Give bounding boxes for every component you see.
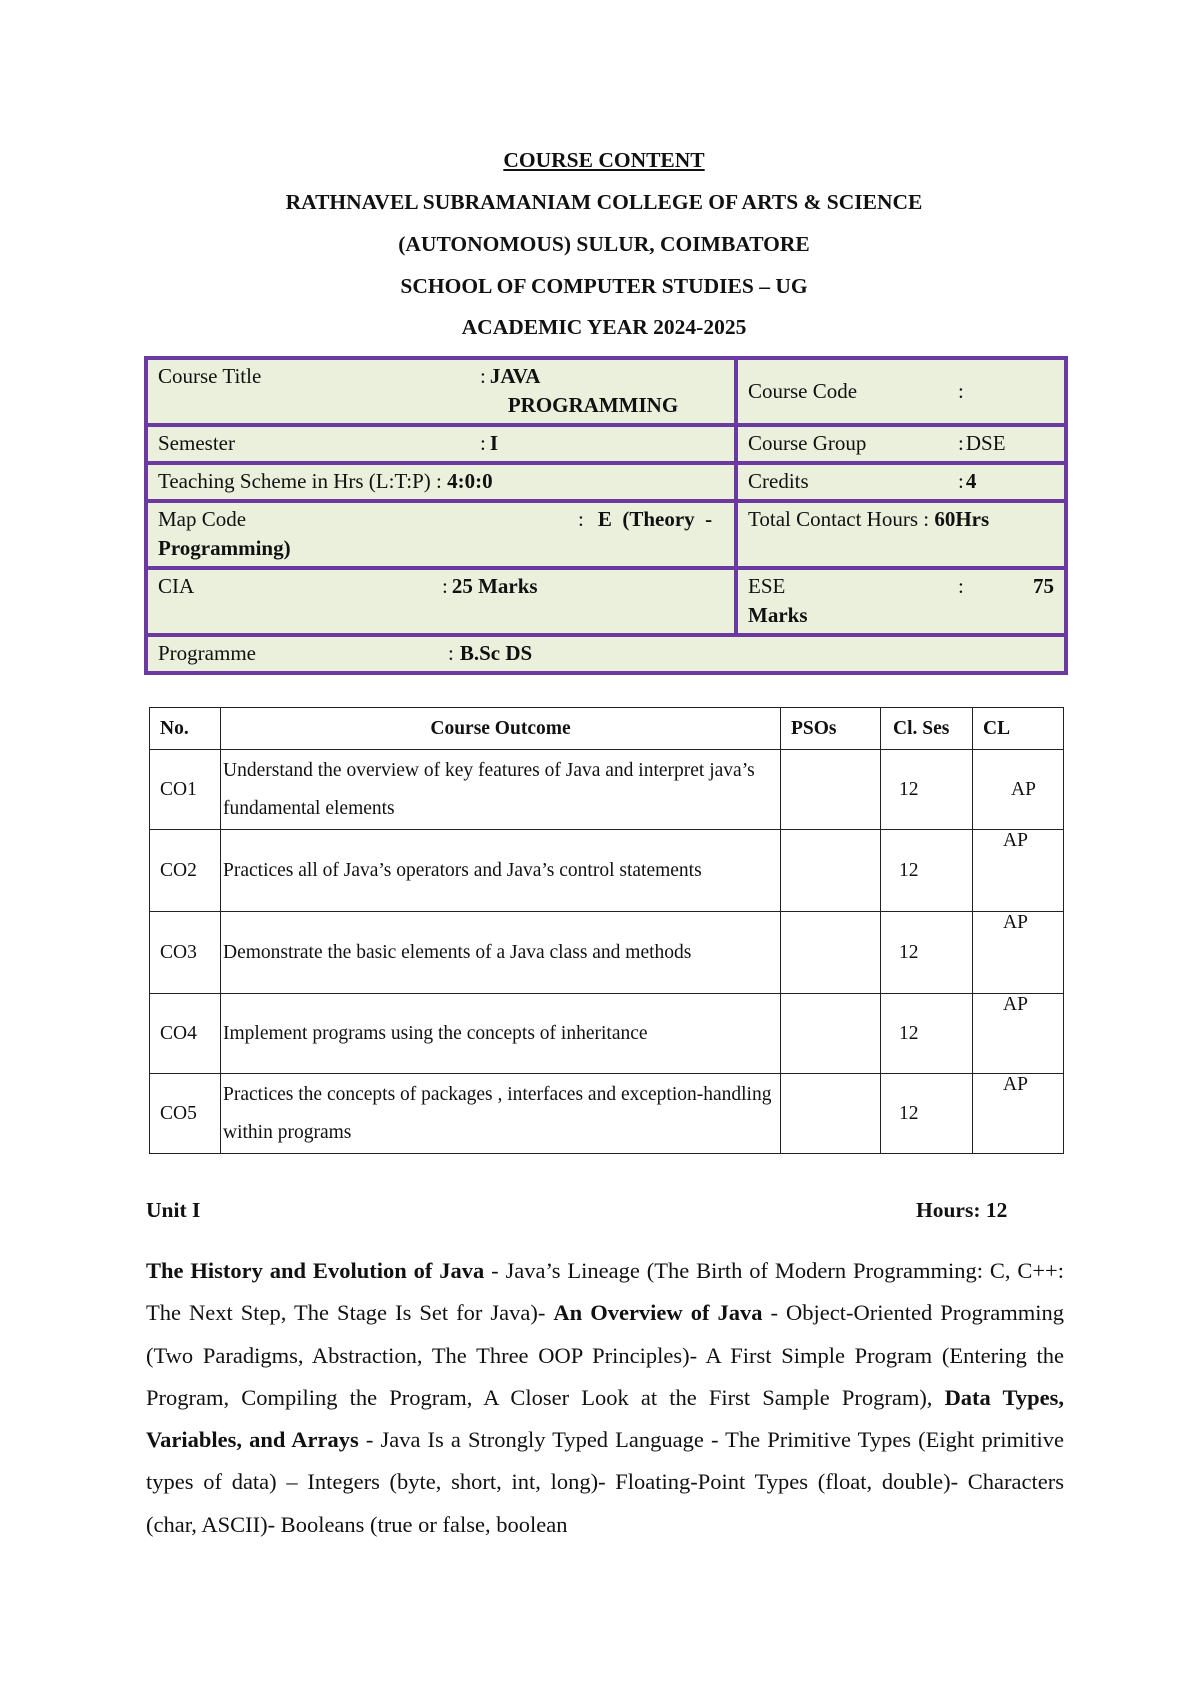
co-sessions: 12 xyxy=(881,830,973,912)
topic-history-detail: - Java’s Lineage (The Birth of Modern Programming: C, C++: The Next Step, The Stage Is Set for Java)- xyxy=(146,1258,1064,1326)
co-sessions: 12 xyxy=(881,1074,973,1154)
course-code-cell xyxy=(736,358,1066,425)
school-name: SCHOOL OF COMPUTER STUDIES – UG xyxy=(400,274,808,298)
header-no: No. xyxy=(150,708,221,750)
ese-value-2: Marks xyxy=(748,603,808,627)
topic-data-types: Data Types, Variables, and Arrays xyxy=(146,1384,1064,1453)
course-title-label: Course Title xyxy=(158,364,262,388)
map-code-cell xyxy=(146,501,736,568)
teaching-scheme-cell xyxy=(146,463,736,501)
colon: : xyxy=(578,507,584,531)
ese-value: 75 xyxy=(1033,574,1054,598)
co-psos xyxy=(781,1074,881,1154)
topic-overview: An Overview of Java xyxy=(553,1300,763,1326)
co-level: AP xyxy=(973,750,1064,830)
programme-cell xyxy=(146,635,1066,673)
course-code-label: Course Code xyxy=(748,378,858,403)
cia-label: CIA xyxy=(158,574,195,598)
co-psos xyxy=(781,994,881,1074)
college-location: (AUTONOMOUS) SULUR, COIMBATORE xyxy=(398,232,810,256)
unit-hours: Hours: 12 xyxy=(916,1198,1008,1222)
credits-cell xyxy=(736,463,1066,501)
colon: : xyxy=(958,469,964,493)
ese-label: ESE xyxy=(748,574,786,598)
colon: : xyxy=(958,378,964,403)
credits-value: 4 xyxy=(965,469,977,493)
co-sessions: 12 xyxy=(881,912,973,994)
contact-hours-value: 60Hrs xyxy=(934,507,990,531)
header-course-outcome: Course Outcome xyxy=(221,708,781,750)
course-title-value: JAVA xyxy=(489,364,541,388)
semester-label: Semester xyxy=(158,431,235,455)
programme-value: B.Sc DS xyxy=(459,641,533,665)
colon: : xyxy=(480,431,486,455)
header-psos: PSOs xyxy=(781,708,881,750)
course-info-table xyxy=(144,356,1068,675)
co-level: AP xyxy=(973,830,1064,912)
credits-label: Credits xyxy=(748,469,809,493)
contact-hours-label: Total Contact Hours xyxy=(748,507,918,531)
topic-data-types-detail: - Java Is a Strongly Typed Language - The Primitive Types (Eight primitive types of data) – Integers (byte, short, int, long)- Floating-Point Types (float, double)- Characters (char, ASCII)- Booleans (true or false, boolean xyxy=(146,1427,1064,1537)
page-title: COURSE CONTENT xyxy=(503,148,705,172)
header-cl: CL xyxy=(973,708,1064,750)
co-sessions: 12 xyxy=(881,994,973,1074)
co-level: AP xyxy=(973,1074,1064,1154)
co-description: Practices all of Java’s operators and Java’s control statements xyxy=(221,830,781,912)
semester-cell xyxy=(146,425,736,463)
course-group-value: DSE xyxy=(965,431,1006,455)
co-description: Implement programs using the concepts of inheritance xyxy=(221,994,781,1074)
co-description: Understand the overview of key features of Java and interpret java’s fundamental elements xyxy=(221,750,781,830)
table-row xyxy=(150,1074,1064,1154)
co-number: CO4 xyxy=(150,994,221,1074)
co-psos xyxy=(781,912,881,994)
programme-label: Programme xyxy=(158,641,256,665)
colon: : xyxy=(923,507,930,531)
colon: : xyxy=(448,641,454,665)
map-code-value-2: Programming) xyxy=(158,536,291,560)
academic-year: ACADEMIC YEAR 2024-2025 xyxy=(461,315,747,339)
colon: : xyxy=(480,364,486,388)
colon: : xyxy=(958,431,964,455)
unit-name: Unit I xyxy=(146,1198,201,1222)
header-cl-ses: Cl. Ses xyxy=(881,708,973,750)
map-code-label: Map Code xyxy=(158,507,247,531)
teaching-scheme-value: 4:0:0 xyxy=(447,469,493,493)
teaching-scheme-label: Teaching Scheme in Hrs (L:T:P) xyxy=(158,469,431,493)
co-sessions: 12 xyxy=(881,750,973,830)
table-row xyxy=(150,912,1064,994)
co-level: AP xyxy=(973,994,1064,1074)
unit-heading xyxy=(146,1198,1016,1223)
co-number: CO3 xyxy=(150,912,221,994)
topic-history: The History and Evolution of Java xyxy=(146,1258,485,1283)
colon: : xyxy=(442,574,448,598)
co-description: Demonstrate the basic elements of a Java class and methods xyxy=(221,912,781,994)
cia-cell xyxy=(146,568,736,635)
table-row xyxy=(150,830,1064,912)
co-description: Practices the concepts of packages , interfaces and exception-handling within programs xyxy=(221,1074,781,1154)
co-psos xyxy=(781,750,881,830)
map-code-value: E (Theory - xyxy=(597,507,713,531)
co-number: CO5 xyxy=(150,1074,221,1154)
course-group-cell xyxy=(736,425,1066,463)
co-psos xyxy=(781,830,881,912)
topic-overview-detail: - Object-Oriented Programming (Two Paradigms, Abstraction, The Three OOP Principles)- A First Simple Program (Entering the Program, Compiling the Program, A Closer Look at the First Sample Program), xyxy=(146,1300,1065,1410)
course-title-cell xyxy=(146,358,736,425)
college-name: RATHNAVEL SUBRAMANIAM COLLEGE OF ARTS & SCIENCE xyxy=(285,190,923,214)
cia-value: 25 Marks xyxy=(451,574,538,598)
table-row xyxy=(150,750,1064,830)
colon: : xyxy=(958,574,964,598)
table-row xyxy=(150,994,1064,1074)
course-outcome-table xyxy=(149,707,1064,1154)
co-number: CO1 xyxy=(150,750,221,830)
contact-hours-cell xyxy=(736,501,1066,568)
course-title-value-2: PROGRAMMING xyxy=(507,393,679,417)
colon: : xyxy=(436,469,442,493)
course-group-label: Course Group xyxy=(748,431,867,455)
unit-content xyxy=(146,1250,1064,1546)
co-number: CO2 xyxy=(150,830,221,912)
semester-value: I xyxy=(489,431,499,455)
co-level: AP xyxy=(973,912,1064,994)
ese-cell xyxy=(736,568,1066,635)
